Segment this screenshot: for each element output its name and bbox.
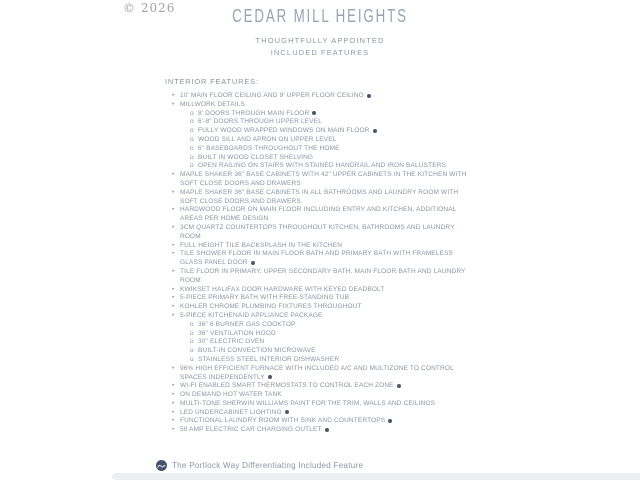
bullet-marker: o [190,127,194,135]
feature-list-item [165,312,472,321]
footer-legend-text: The Portlock Way Differentiating Included Feature [172,461,364,470]
feature-list-item [165,417,472,426]
bullet-marker: o [190,329,194,337]
feature-list-item [165,303,472,312]
bullet-marker: o [190,153,194,161]
portlock-dot-icon [268,375,272,379]
feature-text: 6" BASEBOARDS THROUGHOUT THE HOME [198,144,340,152]
portlock-logo-icon [156,460,167,471]
copyright-watermark: © 2026 [123,1,176,15]
feature-text: 8' DOORS THROUGH MAIN FLOOR [198,109,310,117]
features-list [165,92,472,435]
bullet-marker: • [172,171,175,179]
feature-list-item [165,382,472,391]
feature-list-item [165,250,472,268]
bullet-marker: o [190,135,194,143]
feature-text: FULLY WOOD WRAPPED WINDOWS ON MAIN FLOOR [198,127,370,135]
bullet-marker: o [190,347,194,355]
page-title: CEDAR MILL HEIGHTS [232,6,408,26]
feature-text: 5-PIECE PRIMARY BATH WITH FREE-STANDING TUB [180,294,350,302]
feature-text: 3CM QUARTZ COUNTERTOPS THROUGHOUT KITCHEN, BATHROOMS AND LAUNDRY ROOM [180,223,455,240]
bullet-marker: o [190,144,194,152]
bullet-marker: • [172,382,175,390]
portlock-dot-icon [325,428,329,432]
portlock-dot-icon [285,410,289,414]
feature-list-item [165,162,472,171]
feature-text: BUILT-IN CONVECTION MICROWAVE [198,347,316,355]
bullet-marker: • [172,267,175,275]
feature-text: BUILT IN WOOD CLOSET SHELVING [198,153,314,161]
portlock-dot-icon [388,419,392,423]
feature-text: WI-FI ENABLED SMART THERMOSTATS TO CONTROL EACH ZONE [180,382,394,390]
subtitle-line-1: THOUGHTFULLY APPOINTED [255,36,385,45]
feature-list-item [165,127,472,136]
feature-list-item [165,171,472,189]
feature-text: MAPLE SHAKER 36" BASE CABINETS WITH 42" UPPER CABINETS IN THE KITCHEN WITH SOFT CLOSE DOORS AND DRAWERS [180,171,467,187]
bullet-marker: • [172,285,175,293]
feature-list-item [165,356,472,365]
feature-list-item [165,268,472,286]
footer-legend [156,460,363,471]
bullet-marker: • [172,311,175,319]
feature-text: MILLWORK DETAILS [180,100,246,108]
feature-text: KWIKSET HALIFAX DOOR HARDWARE WITH KEYED DEADBOLT [180,285,385,293]
feature-list-item [165,365,472,383]
feature-list-item [165,330,472,339]
bullet-marker: o [190,162,194,170]
section-heading-interior-features: INTERIOR FEATURES: [165,77,259,86]
feature-text: 36" 6 BURNER GAS COOKTOP [198,320,296,328]
bullet-marker: • [172,391,175,399]
feature-list-item [165,321,472,330]
feature-list-item [165,224,472,242]
feature-list-item [165,118,472,127]
feature-list-item [165,338,472,347]
bullet-marker: • [172,100,175,108]
feature-list-item [165,347,472,356]
feature-text: 6'-8" DOORS THROUGH UPPER LEVEL [198,118,323,126]
feature-list-item [165,391,472,400]
feature-list-item [165,145,472,154]
bullet-marker: • [172,223,175,231]
feature-text: MULTI-TONE SHERWIN WILLIAMS PAINT FOR THE TRIM, WALLS AND CEILINGS [180,399,436,407]
feature-text: 5-PIECE KITCHENAID APPLIANCE PACKAGE [180,311,323,319]
bullet-marker: • [172,303,175,311]
portlock-dot-icon [367,94,371,98]
feature-text: KOHLER CHROME PLUMBING FIXTURES THROUGHOUT [180,303,362,311]
subtitle-line-2: INCLUDED FEATURES [270,48,370,57]
bullet-marker: • [172,206,175,214]
feature-text: MAPLE SHAKER 36" BASE CABINETS IN ALL BATHROOMS AND LAUNDRY ROOM WITH SOFT CLOSE DOORS AND DRAWERS [180,188,459,205]
feature-text: 30" ELECTRIC OVEN [198,338,265,346]
feature-text: OPEN RAILING ON STAIRS WITH STAINED HANDRAIL AND IRON BALUSTERS [198,162,447,170]
bullet-marker: o [190,109,194,117]
bullet-marker: • [172,408,175,416]
feature-text: 96% HIGH EFFICIENT FURNACE WITH INCLUDED A/C AND MULTIZONE TO CONTROL SPACES INDEPENDENTLY [180,364,454,381]
bullet-marker: • [172,417,175,425]
bullet-marker: o [190,320,194,328]
feature-list-item [165,294,472,303]
feature-text: TILE SHOWER FLOOR IN MAIN FLOOR BATH AND PRIMARY BATH WITH FRAMELESS GLASS PANEL DOOR [180,250,454,267]
feature-text: 36" VENTILATION HOOD [198,329,276,337]
feature-list-item [165,400,472,409]
feature-text: FUNCTIONAL LAUNDRY ROOM WITH SINK AND COUNTERTOPS [180,417,386,425]
feature-list-item [165,426,472,435]
feature-text: LED UNDERCABINET LIGHTING [180,408,282,416]
feature-list-item [165,206,472,224]
bullet-marker: • [172,250,175,258]
feature-text: STAINLESS STEEL INTERIOR DISHWASHER [198,355,340,363]
bullet-marker: • [172,426,175,434]
bullet-marker: • [172,92,175,99]
portlock-dot-icon [397,384,401,388]
page-bottom-shadow [112,473,640,480]
feature-list-item [165,286,472,295]
bullet-marker: • [172,241,175,249]
feature-list-item [165,110,472,119]
portlock-dot-icon [373,129,377,133]
feature-text: FULL HEIGHT TILE BACKSPLASH IN THE KITCHEN [180,241,343,249]
bullet-marker: • [172,399,175,407]
feature-text: TILE FLOOR IN PRIMARY, UPPER SECONDARY BATH, MAIN FLOOR BATH AND LAUNDRY ROOM [180,267,466,284]
feature-list-item [165,189,472,207]
bullet-marker: • [172,188,175,196]
bullet-marker: o [190,355,194,363]
feature-text: ON DEMAND HOT WATER TANK [180,391,282,399]
feature-text: 10' MAIN FLOOR CEILING AND 9' UPPER FLOOR CEILING [180,92,364,99]
feature-text: 50 AMP ELECTRIC CAR CHARGING OUTLET [180,426,322,434]
bullet-marker: • [172,364,175,372]
feature-list-item [165,101,472,110]
feature-list-item [165,136,472,145]
feature-list-item [165,242,472,251]
feature-list-item [165,409,472,418]
feature-text: HARDWOOD FLOOR ON MAIN FLOOR INCLUDING ENTRY AND KITCHEN, ADDITIONAL AREAS PER HOME DESIGN [180,206,457,223]
feature-list-item [165,92,472,101]
feature-list-item [165,154,472,163]
bullet-marker: o [190,338,194,346]
portlock-dot-icon [251,261,255,265]
bullet-marker: • [172,294,175,302]
feature-text: WOOD SILL AND APRON ON UPPER LEVEL [198,135,337,143]
portlock-dot-icon [312,111,316,115]
bullet-marker: o [190,118,194,126]
